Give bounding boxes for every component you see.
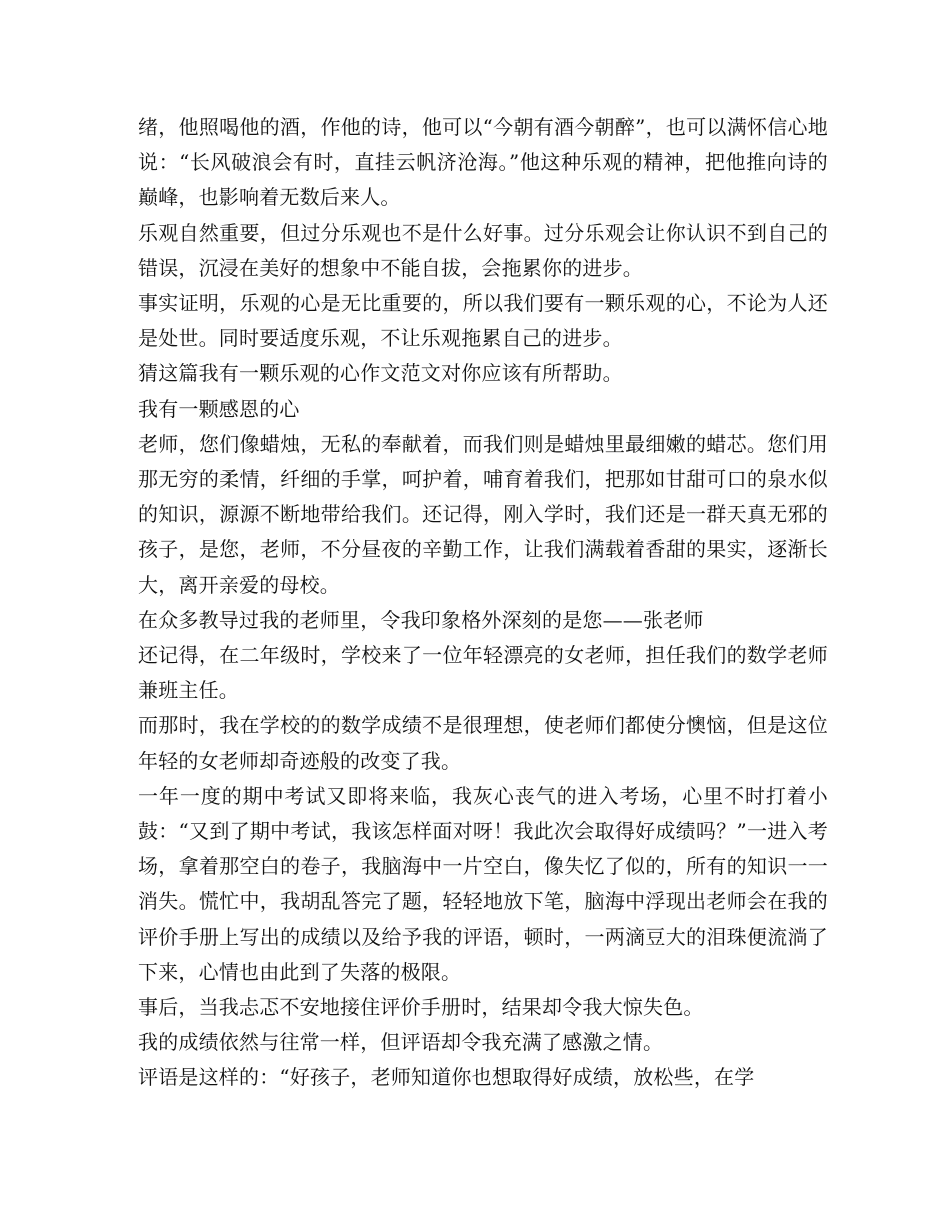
paragraph-7: 在众多教导过我的老师里，令我印象格外深刻的是您——张老师 [138,607,704,632]
paragraph-2: 乐观自然重要，但过分乐观也不是什么好事。过分乐观会让你认识不到自己的错误，沉浸在美好的想象中不能自拔，会拖累你的进步。 [138,220,828,280]
paragraph-12: 我的成绩依然与往常一样，但评语却令我充满了感激之情。 [138,1030,664,1055]
paragraph-6: 老师，您们像蜡烛，无私的奉献着，而我们则是蜡烛里最细嫩的蜡芯。您们用那无穷的柔情，纤细的手掌，呵护着，哺育着我们，把那如甘甜可口的泉水似的知识，源源不断地带给我们。还记得，刚入学时，我们还是一群天真无邪的孩子，是您，老师，不分昼夜的辛勤工作，让我们满载着香甜的果实，逐渐长大，离开亲爱的母校。 [138,431,828,597]
paragraph-3: 事实证明，乐观的心是无比重要的，所以我们要有一颗乐观的心，不论为人还是处世。同时要适度乐观，不让乐观拖累自己的进步。 [138,291,828,351]
paragraph-10: 一年一度的期中考试又即将来临，我灰心丧气的进入考场，心里不时打着小鼓：“又到了期中考试，我该怎样面对呀！我此次会取得好成绩吗？”一进入考场，拿着那空白的卷子，我脑海中一片空白，像失忆了似的，所有的知识一一消失。慌忙中，我胡乱答完了题，轻轻地放下笔，脑海中浮现出老师会在我的评价手册上写出的成绩以及给予我的评语，顿时，一两滴豆大的泪珠便流淌了下来，心情也由此到了失落的极限。 [138,783,828,984]
paragraph-13: 评语是这样的：“好孩子，老师知道你也想取得好成绩，放松些，在学 [138,1065,755,1090]
paragraph-1: 绪，他照喝他的酒，作他的诗，他可以“今朝有酒今朝醉”，也可以满怀信心地说：“长风破浪会有时，直挂云帆济沧海。”他这种乐观的精神，把他推向诗的巅峰，也影响着无数后来人。 [138,115,828,210]
paragraph-11: 事后，当我忐忑不安地接住评价手册时，结果却令我大惊失色。 [138,995,704,1020]
document-body [138,110,828,1096]
paragraph-9: 而那时，我在学校的的数学成绩不是很理想，使老师们都使分懊恼，但是这位年轻的女老师却奇迹般的改变了我。 [138,713,828,773]
paragraph-8: 还记得，在二年级时，学校来了一位年轻漂亮的女老师，担任我们的数学老师兼班主任。 [138,643,828,703]
paragraph-4: 猜这篇我有一颗乐观的心作文范文对你应该有所帮助。 [138,361,623,386]
section-heading: 我有一颗感恩的心 [138,396,300,421]
